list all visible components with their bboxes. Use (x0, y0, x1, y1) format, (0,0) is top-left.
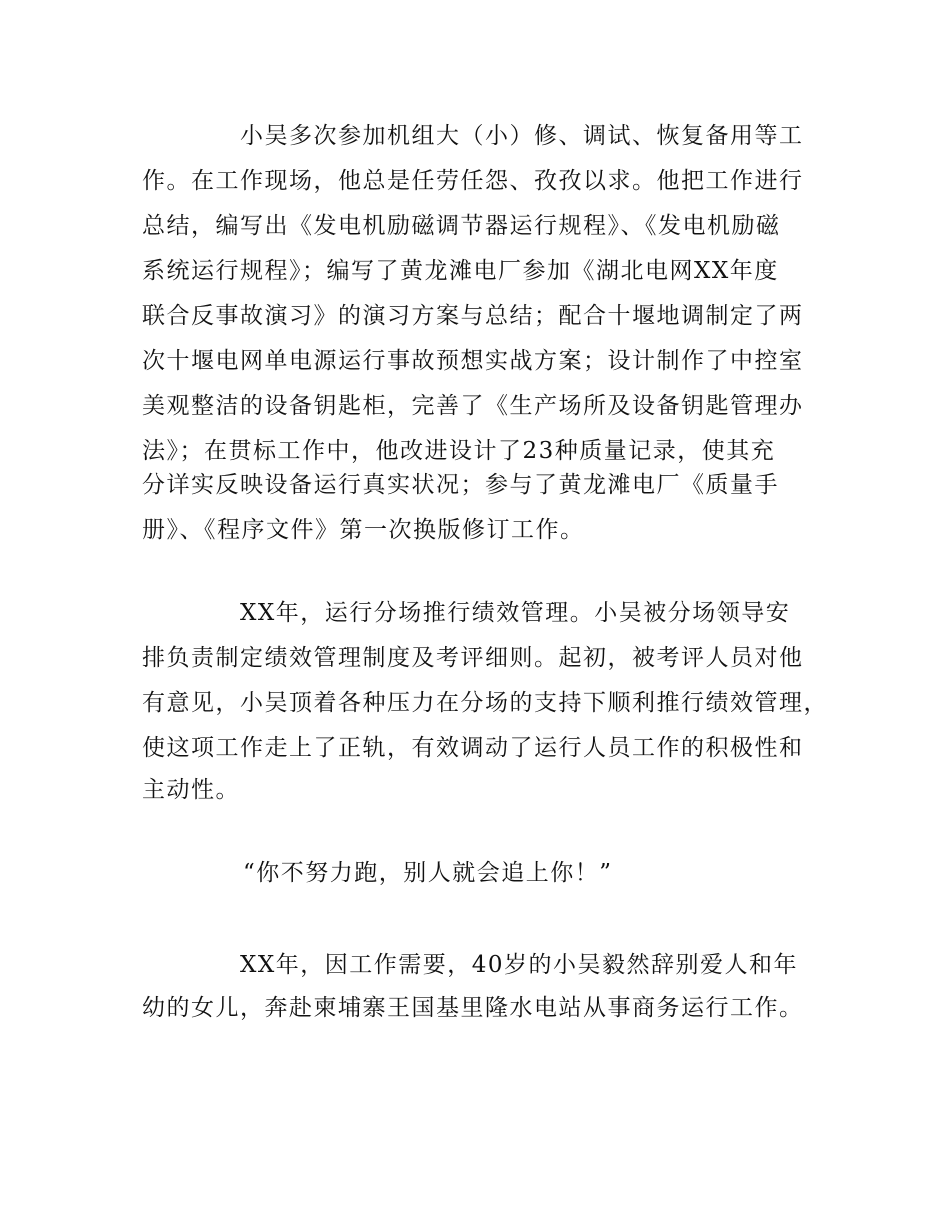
paragraph-line: 小吴多次参加机组大（小）修、调试、恢复备用等工 (240, 123, 804, 149)
paragraph-line: 使这项工作走上了正轨，有效调动了运行人员工作的积极性和 (142, 735, 804, 761)
paragraph-line: XX年，运行分场推行绩效管理。小吴被分场领导安 (240, 600, 791, 626)
paragraph-line: 法》；在贯标工作中，他改进设计了23种质量记录，使其充 (142, 438, 776, 464)
paragraph-line: 美观整洁的设备钥匙柜，完善了《生产场所及设备钥匙管理办 (142, 393, 804, 419)
paragraph-line: 主动性。 (142, 777, 240, 803)
paragraph-line: 系统运行规程》；编写了黄龙滩电厂参加《湖北电网XX年度 (142, 258, 779, 284)
paragraph-line: 联合反事故演习》的演习方案与总结；配合十堰地调制定了两 (142, 303, 804, 329)
paragraph-line: 有意见，小吴顶着各种压力在分场的支持下顺利推行绩效管理， (142, 690, 828, 716)
paragraph-line: 分详实反映设备运行真实状况；参与了黄龙滩电厂《质量手 (142, 472, 779, 498)
paragraph-line: 次十堰电网单电源运行事故预想实战方案；设计制作了中控室 (142, 348, 804, 374)
paragraph-line: XX年，因工作需要，40岁的小吴毅然辞别爱人和年 (240, 952, 799, 978)
paragraph-line: 排负责制定绩效管理制度及考评细则。起初，被考评人员对他 (142, 645, 804, 671)
paragraph-line: 总结，编写出《发电机励磁调节器运行规程》、《发电机励磁 (142, 213, 781, 239)
paragraph-line: 作。在工作现场，他总是任劳任怨、孜孜以求。他把工作进行 (142, 168, 804, 194)
paragraph-line: 幼的女儿，奔赴柬埔寨王国基里隆水电站从事商务运行工作。 (142, 995, 804, 1021)
paragraph-line: 册》、《程序文件》第一次换版修订工作。 (142, 517, 585, 543)
quote-line: “你不努力跑，别人就会追上你！” (243, 860, 613, 886)
